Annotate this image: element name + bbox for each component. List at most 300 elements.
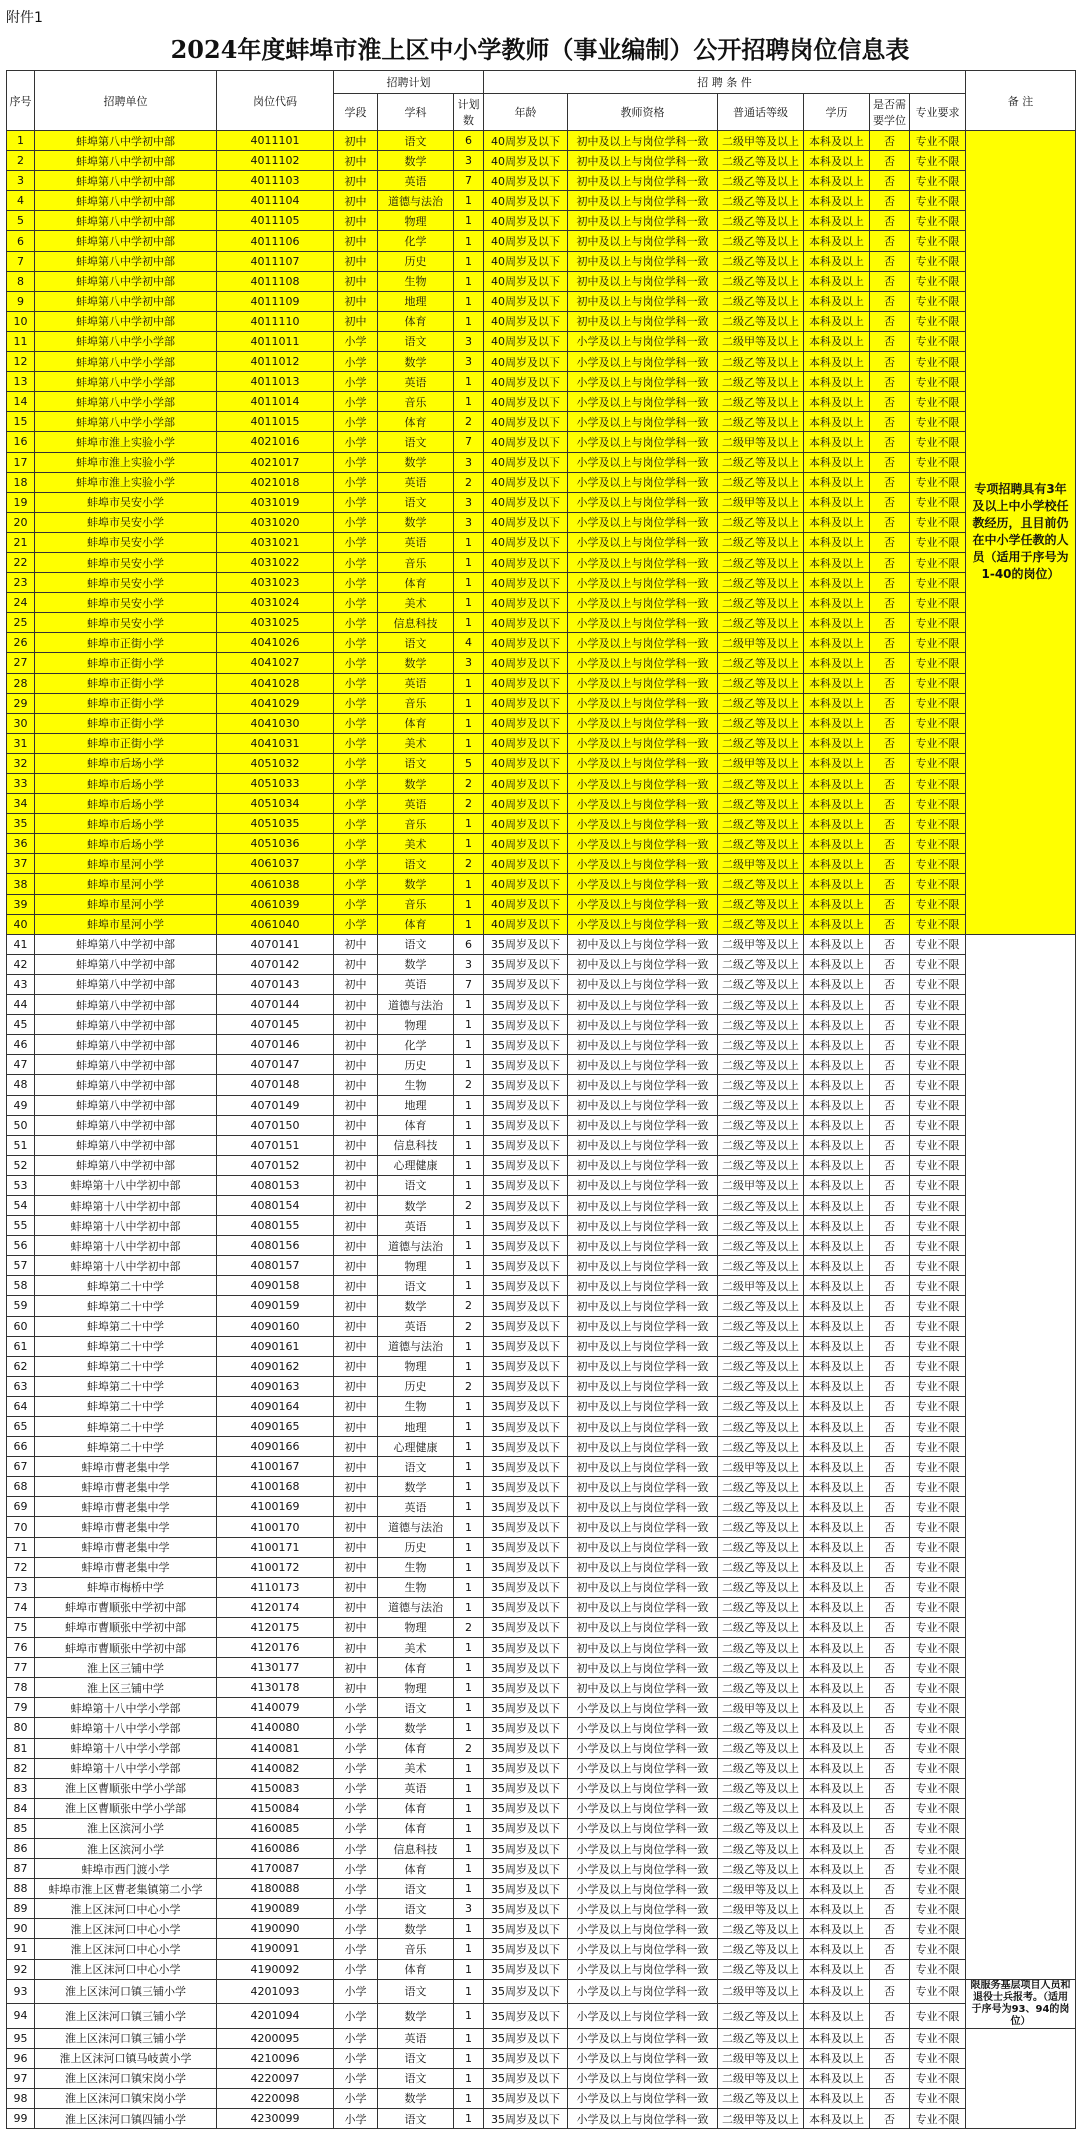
subject-cell: 数学 [378, 151, 454, 171]
subject-cell: 物理 [378, 1256, 454, 1276]
subject-cell: 信息科技 [378, 1838, 454, 1858]
table-row [7, 1316, 1076, 1336]
code-cell: 4070152 [217, 1155, 334, 1175]
subject-cell: 物理 [378, 1617, 454, 1637]
table-row [7, 1396, 1076, 1416]
level-cell: 小学 [334, 1698, 378, 1718]
code-cell: 4011103 [217, 171, 334, 191]
mandarin-cell: 二级乙等及以上 [718, 1597, 804, 1617]
qual-cell: 小学及以上与岗位学科一致 [568, 794, 718, 814]
unit-cell: 蚌埠第二十中学 [35, 1376, 217, 1396]
age-cell: 35周岁及以下 [484, 1638, 568, 1658]
mandarin-cell: 二级乙等及以上 [718, 1035, 804, 1055]
edu-cell: 本科及以上 [804, 171, 870, 191]
subject-cell: 语文 [378, 1899, 454, 1919]
table-row [7, 1838, 1076, 1858]
major-cell: 专业不限 [910, 1175, 966, 1195]
qual-cell: 小学及以上与岗位学科一致 [568, 552, 718, 572]
header-plan: 招聘计划 [334, 71, 484, 94]
pref-cell: 否 [870, 954, 910, 974]
subject-cell: 语文 [378, 1457, 454, 1477]
major-cell: 专业不限 [910, 1356, 966, 1376]
major-cell: 专业不限 [910, 894, 966, 914]
code-cell: 4090162 [217, 1356, 334, 1376]
mandarin-cell: 二级乙等及以上 [718, 613, 804, 633]
qual-cell: 小学及以上与岗位学科一致 [568, 713, 718, 733]
pref-cell: 否 [870, 512, 910, 532]
unit-cell: 蚌埠第二十中学 [35, 1417, 217, 1437]
mandarin-cell: 二级乙等及以上 [718, 1216, 804, 1236]
pref-cell: 否 [870, 1658, 910, 1678]
table-row [7, 191, 1076, 211]
code-cell: 4080153 [217, 1175, 334, 1195]
major-cell: 专业不限 [910, 1256, 966, 1276]
major-cell: 专业不限 [910, 2048, 966, 2068]
qual-cell: 小学及以上与岗位学科一致 [568, 372, 718, 392]
mandarin-cell: 二级乙等及以上 [718, 713, 804, 733]
count-cell: 3 [454, 151, 484, 171]
table-row [7, 774, 1076, 794]
subject-cell: 地理 [378, 1417, 454, 1437]
major-cell: 专业不限 [910, 774, 966, 794]
pref-cell: 否 [870, 1859, 910, 1879]
code-cell: 4070142 [217, 954, 334, 974]
mandarin-cell: 二级乙等及以上 [718, 412, 804, 432]
seq-cell: 71 [7, 1537, 35, 1557]
count-cell: 1 [454, 1055, 484, 1075]
edu-cell: 本科及以上 [804, 1276, 870, 1296]
edu-cell: 本科及以上 [804, 1457, 870, 1477]
header-pref: 是否需要学位 [870, 94, 910, 131]
edu-cell: 本科及以上 [804, 472, 870, 492]
qual-cell: 小学及以上与岗位学科一致 [568, 1758, 718, 1778]
code-cell: 4090160 [217, 1316, 334, 1336]
level-cell: 初中 [334, 1055, 378, 1075]
major-cell: 专业不限 [910, 512, 966, 532]
mandarin-cell: 二级乙等及以上 [718, 733, 804, 753]
subject-cell: 物理 [378, 1015, 454, 1035]
table-row [7, 1336, 1076, 1356]
age-cell: 40周岁及以下 [484, 352, 568, 372]
seq-cell: 31 [7, 733, 35, 753]
count-cell: 1 [454, 1276, 484, 1296]
subject-cell: 道德与法治 [378, 1336, 454, 1356]
major-cell: 专业不限 [910, 1336, 966, 1356]
subject-cell: 物理 [378, 1678, 454, 1698]
edu-cell: 本科及以上 [804, 1075, 870, 1095]
major-cell: 专业不限 [910, 1517, 966, 1537]
count-cell: 1 [454, 814, 484, 834]
mandarin-cell: 二级乙等及以上 [718, 1095, 804, 1115]
edu-cell: 本科及以上 [804, 1798, 870, 1818]
level-cell: 小学 [334, 1879, 378, 1899]
major-cell: 专业不限 [910, 1316, 966, 1336]
qual-cell: 小学及以上与岗位学科一致 [568, 1859, 718, 1879]
unit-cell: 淮上区沫河口中心小学 [35, 1899, 217, 1919]
level-cell: 初中 [334, 1095, 378, 1115]
age-cell: 40周岁及以下 [484, 613, 568, 633]
count-cell: 3 [454, 331, 484, 351]
age-cell: 35周岁及以下 [484, 1417, 568, 1437]
header-level: 学段 [334, 94, 378, 131]
pref-cell: 否 [870, 1457, 910, 1477]
pref-cell: 否 [870, 1256, 910, 1276]
code-cell: 4011104 [217, 191, 334, 211]
count-cell: 1 [454, 1396, 484, 1416]
major-cell: 专业不限 [910, 834, 966, 854]
unit-cell: 蚌埠市曹老集中学 [35, 1497, 217, 1517]
seq-cell: 11 [7, 331, 35, 351]
mandarin-cell: 二级乙等及以上 [718, 874, 804, 894]
unit-cell: 蚌埠第二十中学 [35, 1316, 217, 1336]
code-cell: 4011012 [217, 352, 334, 372]
code-cell: 4080157 [217, 1256, 334, 1276]
qual-cell: 初中及以上与岗位学科一致 [568, 271, 718, 291]
seq-cell: 2 [7, 151, 35, 171]
age-cell: 40周岁及以下 [484, 593, 568, 613]
qual-cell: 小学及以上与岗位学科一致 [568, 573, 718, 593]
major-cell: 专业不限 [910, 1859, 966, 1879]
table-row [7, 934, 1076, 954]
subject-cell: 化学 [378, 1035, 454, 1055]
table-row [7, 1798, 1076, 1818]
age-cell: 35周岁及以下 [484, 1678, 568, 1698]
major-cell: 专业不限 [910, 311, 966, 331]
major-cell: 专业不限 [910, 874, 966, 894]
qual-cell: 初中及以上与岗位学科一致 [568, 934, 718, 954]
code-cell: 4170087 [217, 1859, 334, 1879]
seq-cell: 39 [7, 894, 35, 914]
seq-cell: 79 [7, 1698, 35, 1718]
edu-cell: 本科及以上 [804, 1939, 870, 1959]
table-row [7, 673, 1076, 693]
table-row [7, 1095, 1076, 1115]
count-cell: 1 [454, 1477, 484, 1497]
age-cell: 35周岁及以下 [484, 1557, 568, 1577]
age-cell: 40周岁及以下 [484, 573, 568, 593]
edu-cell: 本科及以上 [804, 995, 870, 1015]
mandarin-cell: 二级乙等及以上 [718, 1075, 804, 1095]
mandarin-cell: 二级乙等及以上 [718, 914, 804, 934]
level-cell: 初中 [334, 1075, 378, 1095]
level-cell: 小学 [334, 814, 378, 834]
count-cell: 1 [454, 2028, 484, 2048]
seq-cell: 9 [7, 291, 35, 311]
unit-cell: 蚌埠市曹老集中学 [35, 1477, 217, 1497]
mandarin-cell: 二级乙等及以上 [718, 392, 804, 412]
seq-cell: 19 [7, 492, 35, 512]
table-row [7, 1155, 1076, 1175]
pref-cell: 否 [870, 794, 910, 814]
code-cell: 4011014 [217, 392, 334, 412]
mandarin-cell: 二级乙等及以上 [718, 1939, 804, 1959]
mandarin-cell: 二级乙等及以上 [718, 1477, 804, 1497]
count-cell: 6 [454, 131, 484, 151]
level-cell: 初中 [334, 1457, 378, 1477]
qual-cell: 初中及以上与岗位学科一致 [568, 1115, 718, 1135]
table-row [7, 1638, 1076, 1658]
major-cell: 专业不限 [910, 753, 966, 773]
pref-cell: 否 [870, 1939, 910, 1959]
table-row [7, 1437, 1076, 1457]
qual-cell: 小学及以上与岗位学科一致 [568, 693, 718, 713]
unit-cell: 蚌埠市吴安小学 [35, 512, 217, 532]
level-cell: 小学 [334, 914, 378, 934]
code-cell: 4070151 [217, 1135, 334, 1155]
edu-cell: 本科及以上 [804, 1838, 870, 1858]
edu-cell: 本科及以上 [804, 1336, 870, 1356]
count-cell: 1 [454, 251, 484, 271]
code-cell: 4140080 [217, 1718, 334, 1738]
qual-cell: 小学及以上与岗位学科一致 [568, 1778, 718, 1798]
mandarin-cell: 二级乙等及以上 [718, 995, 804, 1015]
major-cell: 专业不限 [910, 432, 966, 452]
edu-cell: 本科及以上 [804, 914, 870, 934]
level-cell: 小学 [334, 2028, 378, 2048]
seq-cell: 68 [7, 1477, 35, 1497]
unit-cell: 蚌埠第八中学小学部 [35, 392, 217, 412]
edu-cell: 本科及以上 [804, 1959, 870, 1979]
count-cell: 2 [454, 1316, 484, 1336]
edu-cell: 本科及以上 [804, 1638, 870, 1658]
pref-cell: 否 [870, 1537, 910, 1557]
table-row [7, 814, 1076, 834]
age-cell: 35周岁及以下 [484, 1899, 568, 1919]
unit-cell: 蚌埠第八中学小学部 [35, 372, 217, 392]
mandarin-cell: 二级乙等及以上 [718, 814, 804, 834]
seq-cell: 64 [7, 1396, 35, 1416]
pref-cell: 否 [870, 1276, 910, 1296]
level-cell: 初中 [334, 1316, 378, 1336]
level-cell: 初中 [334, 1376, 378, 1396]
unit-cell: 淮上区沫河口中心小学 [35, 1939, 217, 1959]
major-cell: 专业不限 [910, 1396, 966, 1416]
major-cell: 专业不限 [910, 633, 966, 653]
qual-cell: 初中及以上与岗位学科一致 [568, 1537, 718, 1557]
attachment-label: 附件1 [6, 10, 43, 26]
count-cell: 1 [454, 2048, 484, 2068]
code-cell: 4160086 [217, 1838, 334, 1858]
mandarin-cell: 二级乙等及以上 [718, 653, 804, 673]
age-cell: 35周岁及以下 [484, 1798, 568, 1818]
edu-cell: 本科及以上 [804, 653, 870, 673]
age-cell: 35周岁及以下 [484, 1758, 568, 1778]
age-cell: 35周岁及以下 [484, 1698, 568, 1718]
level-cell: 小学 [334, 2004, 378, 2029]
table-row [7, 1356, 1076, 1376]
mandarin-cell: 二级甲等及以上 [718, 633, 804, 653]
code-cell: 4011107 [217, 251, 334, 271]
unit-cell: 蚌埠第八中学初中部 [35, 151, 217, 171]
unit-cell: 蚌埠第八中学初中部 [35, 171, 217, 191]
unit-cell: 蚌埠市吴安小学 [35, 552, 217, 572]
count-cell: 1 [454, 1256, 484, 1276]
header-conditions: 招 聘 条 件 [484, 71, 966, 94]
major-cell: 专业不限 [910, 532, 966, 552]
major-cell: 专业不限 [910, 231, 966, 251]
age-cell: 35周岁及以下 [484, 1356, 568, 1376]
pref-cell: 否 [870, 2004, 910, 2029]
edu-cell: 本科及以上 [804, 1155, 870, 1175]
subject-cell: 体育 [378, 914, 454, 934]
count-cell: 1 [454, 673, 484, 693]
age-cell: 35周岁及以下 [484, 1818, 568, 1838]
major-cell: 专业不限 [910, 1597, 966, 1617]
edu-cell: 本科及以上 [804, 934, 870, 954]
major-cell: 专业不限 [910, 1979, 966, 2004]
count-cell: 3 [454, 512, 484, 532]
level-cell: 初中 [334, 231, 378, 251]
edu-cell: 本科及以上 [804, 1879, 870, 1899]
qual-cell: 初中及以上与岗位学科一致 [568, 1396, 718, 1416]
page-title: 2024年度蚌埠市淮上区中小学教师（事业编制）公开招聘岗位信息表 [170, 35, 910, 64]
mandarin-cell: 二级乙等及以上 [718, 1356, 804, 1376]
unit-cell: 蚌埠市吴安小学 [35, 613, 217, 633]
pref-cell: 否 [870, 1115, 910, 1135]
level-cell: 初中 [334, 1276, 378, 1296]
seq-cell: 85 [7, 1818, 35, 1838]
unit-cell: 淮上区滨河小学 [35, 1838, 217, 1858]
mandarin-cell: 二级乙等及以上 [718, 171, 804, 191]
qual-cell: 小学及以上与岗位学科一致 [568, 492, 718, 512]
code-cell: 4061038 [217, 874, 334, 894]
seq-cell: 96 [7, 2048, 35, 2068]
count-cell: 1 [454, 2088, 484, 2108]
subject-cell: 道德与法治 [378, 1597, 454, 1617]
age-cell: 35周岁及以下 [484, 1336, 568, 1356]
unit-cell: 蚌埠第八中学初中部 [35, 191, 217, 211]
unit-cell: 蚌埠第八中学初中部 [35, 271, 217, 291]
code-cell: 4041026 [217, 633, 334, 653]
major-cell: 专业不限 [910, 1557, 966, 1577]
major-cell: 专业不限 [910, 2109, 966, 2129]
unit-cell: 蚌埠第八中学初中部 [35, 231, 217, 251]
edu-cell: 本科及以上 [804, 974, 870, 994]
edu-cell: 本科及以上 [804, 854, 870, 874]
count-cell: 1 [454, 1236, 484, 1256]
subject-cell: 音乐 [378, 894, 454, 914]
unit-cell: 蚌埠第二十中学 [35, 1276, 217, 1296]
level-cell: 初中 [334, 311, 378, 331]
subject-cell: 音乐 [378, 392, 454, 412]
subject-cell: 美术 [378, 834, 454, 854]
subject-cell: 英语 [378, 171, 454, 191]
level-cell: 小学 [334, 412, 378, 432]
age-cell: 35周岁及以下 [484, 1437, 568, 1457]
subject-cell: 英语 [378, 794, 454, 814]
table-row [7, 874, 1076, 894]
pref-cell: 否 [870, 1095, 910, 1115]
count-cell: 1 [454, 1437, 484, 1457]
edu-cell: 本科及以上 [804, 331, 870, 351]
unit-cell: 蚌埠第十八中学初中部 [35, 1236, 217, 1256]
mandarin-cell: 二级乙等及以上 [718, 1959, 804, 1979]
count-cell: 1 [454, 1517, 484, 1537]
age-cell: 35周岁及以下 [484, 2068, 568, 2088]
pref-cell: 否 [870, 1597, 910, 1617]
level-cell: 小学 [334, 1778, 378, 1798]
major-cell: 专业不限 [910, 1216, 966, 1236]
level-cell: 初中 [334, 1617, 378, 1637]
count-cell: 1 [454, 1758, 484, 1778]
pref-cell: 否 [870, 573, 910, 593]
seq-cell: 44 [7, 995, 35, 1015]
qual-cell: 小学及以上与岗位学科一致 [568, 774, 718, 794]
edu-cell: 本科及以上 [804, 372, 870, 392]
edu-cell: 本科及以上 [804, 1055, 870, 1075]
seq-cell: 53 [7, 1175, 35, 1195]
mandarin-cell: 二级乙等及以上 [718, 1859, 804, 1879]
table-row [7, 1135, 1076, 1155]
seq-cell: 46 [7, 1035, 35, 1055]
mandarin-cell: 二级乙等及以上 [718, 1336, 804, 1356]
level-cell: 初中 [334, 171, 378, 191]
mandarin-cell: 二级乙等及以上 [718, 311, 804, 331]
qual-cell: 小学及以上与岗位学科一致 [568, 733, 718, 753]
pref-cell: 否 [870, 653, 910, 673]
count-cell: 1 [454, 1557, 484, 1577]
level-cell: 小学 [334, 2109, 378, 2129]
seq-cell: 62 [7, 1356, 35, 1376]
qual-cell: 小学及以上与岗位学科一致 [568, 452, 718, 472]
code-cell: 4090159 [217, 1296, 334, 1316]
major-cell: 专业不限 [910, 1276, 966, 1296]
level-cell: 小学 [334, 854, 378, 874]
subject-cell: 音乐 [378, 814, 454, 834]
level-cell: 初中 [334, 1236, 378, 1256]
edu-cell: 本科及以上 [804, 1557, 870, 1577]
table-row [7, 492, 1076, 512]
code-cell: 4061037 [217, 854, 334, 874]
pref-cell: 否 [870, 1175, 910, 1195]
qual-cell: 小学及以上与岗位学科一致 [568, 1838, 718, 1858]
unit-cell: 淮上区沫河口中心小学 [35, 1919, 217, 1939]
major-cell: 专业不限 [910, 1135, 966, 1155]
code-cell: 4011106 [217, 231, 334, 251]
age-cell: 35周岁及以下 [484, 1517, 568, 1537]
seq-cell: 29 [7, 693, 35, 713]
qual-cell: 小学及以上与岗位学科一致 [568, 392, 718, 412]
mandarin-cell: 二级甲等及以上 [718, 753, 804, 773]
age-cell: 35周岁及以下 [484, 1658, 568, 1678]
qual-cell: 初中及以上与岗位学科一致 [568, 1316, 718, 1336]
subject-cell: 语文 [378, 633, 454, 653]
edu-cell: 本科及以上 [804, 2048, 870, 2068]
level-cell: 初中 [334, 1035, 378, 1055]
edu-cell: 本科及以上 [804, 1818, 870, 1838]
code-cell: 4150083 [217, 1778, 334, 1798]
mandarin-cell: 二级乙等及以上 [718, 1015, 804, 1035]
pref-cell: 否 [870, 1798, 910, 1818]
subject-cell: 英语 [378, 1778, 454, 1798]
qual-cell: 小学及以上与岗位学科一致 [568, 894, 718, 914]
age-cell: 40周岁及以下 [484, 251, 568, 271]
unit-cell: 淮上区沫河口镇三铺小学 [35, 1979, 217, 2004]
table-row [7, 2028, 1076, 2048]
count-cell: 6 [454, 934, 484, 954]
subject-cell: 语文 [378, 1698, 454, 1718]
code-cell: 4120176 [217, 1638, 334, 1658]
major-cell: 专业不限 [910, 1798, 966, 1818]
major-cell: 专业不限 [910, 1939, 966, 1959]
level-cell: 小学 [334, 834, 378, 854]
table-row [7, 532, 1076, 552]
mandarin-cell: 二级乙等及以上 [718, 211, 804, 231]
code-cell: 4130178 [217, 1678, 334, 1698]
table-row [7, 352, 1076, 372]
edu-cell: 本科及以上 [804, 1859, 870, 1879]
code-cell: 4120174 [217, 1597, 334, 1617]
